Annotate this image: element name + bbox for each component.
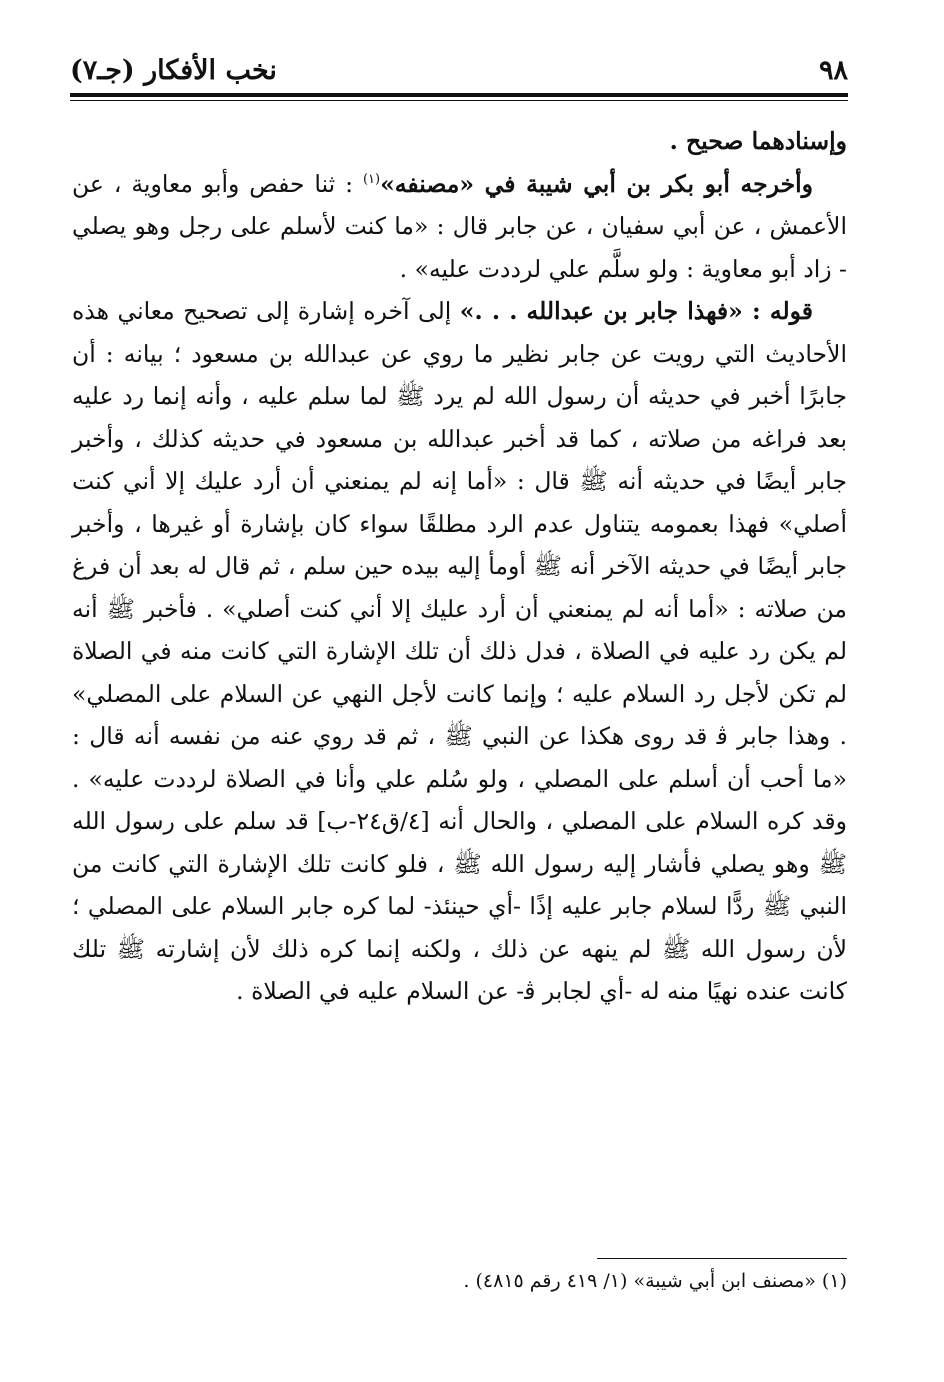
footnote-separator [597,1258,847,1259]
book-title: نخب الأفكار (جـ٧) [70,54,277,86]
header-rule [70,93,848,97]
paragraph-lead: وأخرجه أبو بكر بن أبي شيبة في «مصنفه» [380,169,813,198]
paragraph-text: : ثنا حفص وأبو معاوية ، عن الأعمش ، عن أبي سفيان ، عن جابر قال : «ما كنت لأسلم على رجل وهو يصلي - زاد أبو معاوية : ولو سلَّم علي لرددت عليه» . [72,169,847,283]
main-text [72,120,847,1013]
page-number: ٩٨ [818,54,848,86]
paragraph [72,163,847,291]
page-header [70,50,848,90]
paragraph [72,120,847,163]
footnote-marker: (١) [362,171,381,187]
paragraph-text: إلى آخره إشارة إلى تصحيح معاني هذه الأحاديث التي رويت عن جابر نظير ما روي عن عبدالله بن مسعود ؛ بيانه : أن جابرًا أخبر في حديثه أن رسول الله لم يرد ﷺ لما سلم عليه ، وأنه إنما رد عليه بعد فراغه من صلاته ، كما قد أخبر عبدالله بن مسعود في حديثه كذلك ، وأخبر جابر أيضًا في حديثه أنه ﷺ قال : «أما إنه لم يمنعني أن أرد عليك إلا أني كنت أصلي» فهذا بعمومه يتناول عدم الرد مطلقًا سواء كان بإشارة أو غيرها ، وأخبر جابر أيضًا في حديثه الآخر أنه ﷺ أومأ إليه بيده حين سلم ، ثم قال له بعد أن فرغ من صلاته : «أما أنه لم يمنعني أن أرد عليك إلا أني كنت أصلي» . فأخبر ﷺ أنه لم يكن رد عليه في الصلاة ، فدل ذلك أن تلك الإشارة التي كانت منه في الصلاة لم تكن لأجل رد السلام عليه ؛ وإنما كانت لأجل النهي عن السلام على المصلي» . وهذا جابر ﭬ قد روى هكذا عن النبي ﷺ ، ثم قد روي عنه من نفسه أنه قال : «ما أحب أن أسلم على المصلي ، ولو سُلم علي وأنا في الصلاة لرددت عليه» . وقد كره السلام على المصلي ، والحال أنه [٤/ق٢٤-ب] قد سلم على رسول الله ﷺ وهو يصلي فأشار إليه رسول الله ﷺ ، فلو كانت تلك الإشارة التي كانت من النبي ﷺ ردًّا لسلام جابر عليه إذًا -أي حينئذ- لما كره جابر السلام على المصلي ؛ لأن رسول الله ﷺ لم ينهه عن ذلك ، ولكنه إنما كره ذلك لأن إشارته ﷺ تلك كانت عنده نهيًا منه له -أي لجابر ﭬ- عن السلام عليه في الصلاة . [72,297,847,1005]
paragraph-lead: قوله : «فهذا جابر بن عبدالله . . .» [459,297,814,325]
paragraph-lead: وإسنادهما صحيح . [669,127,847,155]
paragraph [72,290,847,1013]
footnote: (١) «مصنف ابن أبي شيبة» (١/ ٤١٩ رقم ٤٨١٥) . [463,1270,847,1292]
header-rule-thin [70,100,848,101]
